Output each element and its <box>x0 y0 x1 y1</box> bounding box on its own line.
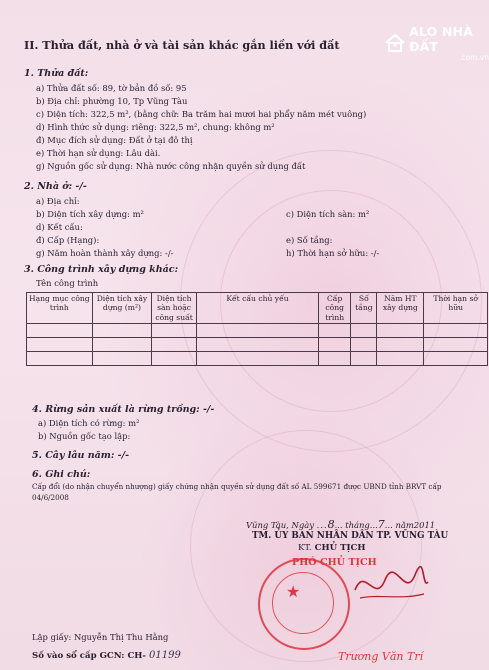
logo-text: ALO NHÀ ĐẤT <box>409 24 474 54</box>
date-day: 8 <box>327 518 335 531</box>
star-icon: ★ <box>286 582 301 601</box>
table-header-cell: Hạng mục công trình <box>27 293 93 324</box>
signature-scribble <box>350 560 430 610</box>
signature-date: Vũng Tàu, Ngày ...8... tháng...7... năm2011 <box>246 518 436 531</box>
land-line: d) Hình thức sử dụng: riêng: 322,5 m², chung: không m² <box>36 122 275 132</box>
construction-table <box>26 292 488 366</box>
signature-role: CHỦ TỊCH <box>314 543 366 553</box>
house-floor-area: c) Diện tích sàn: m² <box>286 209 370 219</box>
section-notes-heading: 6. Ghi chú: <box>32 469 91 480</box>
table-row <box>27 324 488 338</box>
house-build-area: b) Diện tích xây dựng: m² <box>36 209 144 219</box>
vice-chairman-stamp: PHÓ CHỦ TỊCH <box>292 557 377 568</box>
table-row <box>27 352 488 366</box>
house-ownership-term: h) Thời hạn sở hữu: -/- <box>286 248 380 258</box>
land-line: e) Thời hạn sử dụng: Lâu dài. <box>36 148 161 158</box>
signature-kt: KT. <box>298 543 312 553</box>
table-header-cell: Kết cấu chủ yếu <box>196 293 318 324</box>
notes-line: Cấp đổi (do nhận chuyển nhượng) giấy chứng nhận quyền sử dụng đất số AL 599671 được UBND tỉnh BRVT cấp <box>32 482 442 491</box>
house-grade: đ) Cấp (Hạng): <box>36 235 100 245</box>
table-header-cell: Năm HT xây dựng <box>377 293 424 324</box>
date-year: 2011 <box>413 520 436 530</box>
table-header-cell: Thời hạn sở hữu <box>424 293 488 324</box>
site-logo <box>384 24 489 62</box>
land-line: b) Địa chỉ: phường 10, Tp Vũng Tàu <box>36 96 188 106</box>
signature-role-line <box>298 543 365 553</box>
table-header-row <box>27 293 488 324</box>
registry-label: Số vào sổ cấp GCN: CH- <box>32 651 146 661</box>
house-icon <box>384 33 406 53</box>
land-line: c) Diện tích: 322,5 m², (bằng chữ: Ba trăm hai mươi hai phẩy năm mét vuông) <box>36 109 367 119</box>
official-seal <box>258 558 350 650</box>
registry-number: 01199 <box>149 650 181 661</box>
house-year-built: g) Năm hoàn thành xây dựng: -/- <box>36 248 174 258</box>
section-forest-heading: 4. Rừng sản xuất là rừng trồng: -/- <box>32 404 215 415</box>
date-month: 7 <box>377 518 385 531</box>
house-floors: e) Số tầng: <box>286 235 333 245</box>
prepared-by: Lập giấy: Nguyễn Thị Thu Hằng <box>32 632 169 642</box>
section-land-heading: 1. Thửa đất: <box>24 68 89 79</box>
notes-line: 04/6/2008 <box>32 493 69 502</box>
table-header-cell: Diện tích xây dựng (m²) <box>92 293 151 324</box>
land-line: a) Thửa đất số: 89, tờ bản đồ số: 95 <box>36 83 187 93</box>
logo-domain: .com.vn <box>459 53 489 62</box>
forest-line: b) Nguồn gốc tạo lập: <box>38 431 131 441</box>
registry-line <box>32 650 181 661</box>
table-header-cell: Cấp công trình <box>319 293 351 324</box>
construction-name-line: Tên công trình <box>36 278 99 288</box>
signature-org: TM. ỦY BAN NHÂN DÂN TP. VŨNG TÀU <box>252 531 449 541</box>
table-header-cell: Số tầng <box>351 293 377 324</box>
house-address: a) Địa chỉ: <box>36 196 80 206</box>
section-construction-heading: 3. Công trình xây dựng khác: <box>24 264 179 275</box>
table-header-cell: Diện tích sàn hoặc công suất <box>152 293 197 324</box>
section-house-heading: 2. Nhà ở: -/- <box>24 181 87 192</box>
forest-line: a) Diện tích có rừng: m² <box>38 418 140 428</box>
signer-name: Trương Văn Trí <box>338 650 424 663</box>
house-structure: d) Kết cấu: <box>36 222 83 232</box>
page-title: II. Thửa đất, nhà ở và tài sản khác gắn liền với đất <box>24 38 340 52</box>
table-row <box>27 338 488 352</box>
land-line: đ) Mục đích sử dụng: Đất ở tại đô thị <box>36 135 193 145</box>
land-line: g) Nguồn gốc sử dụng: Nhà nước công nhận quyền sử dụng đất <box>36 161 306 171</box>
date-year-label: năm <box>395 520 414 530</box>
date-prefix: Vũng Tàu, Ngày <box>246 520 314 530</box>
section-trees-heading: 5. Cây lâu năm: -/- <box>32 450 130 461</box>
date-month-label: tháng <box>345 520 370 530</box>
